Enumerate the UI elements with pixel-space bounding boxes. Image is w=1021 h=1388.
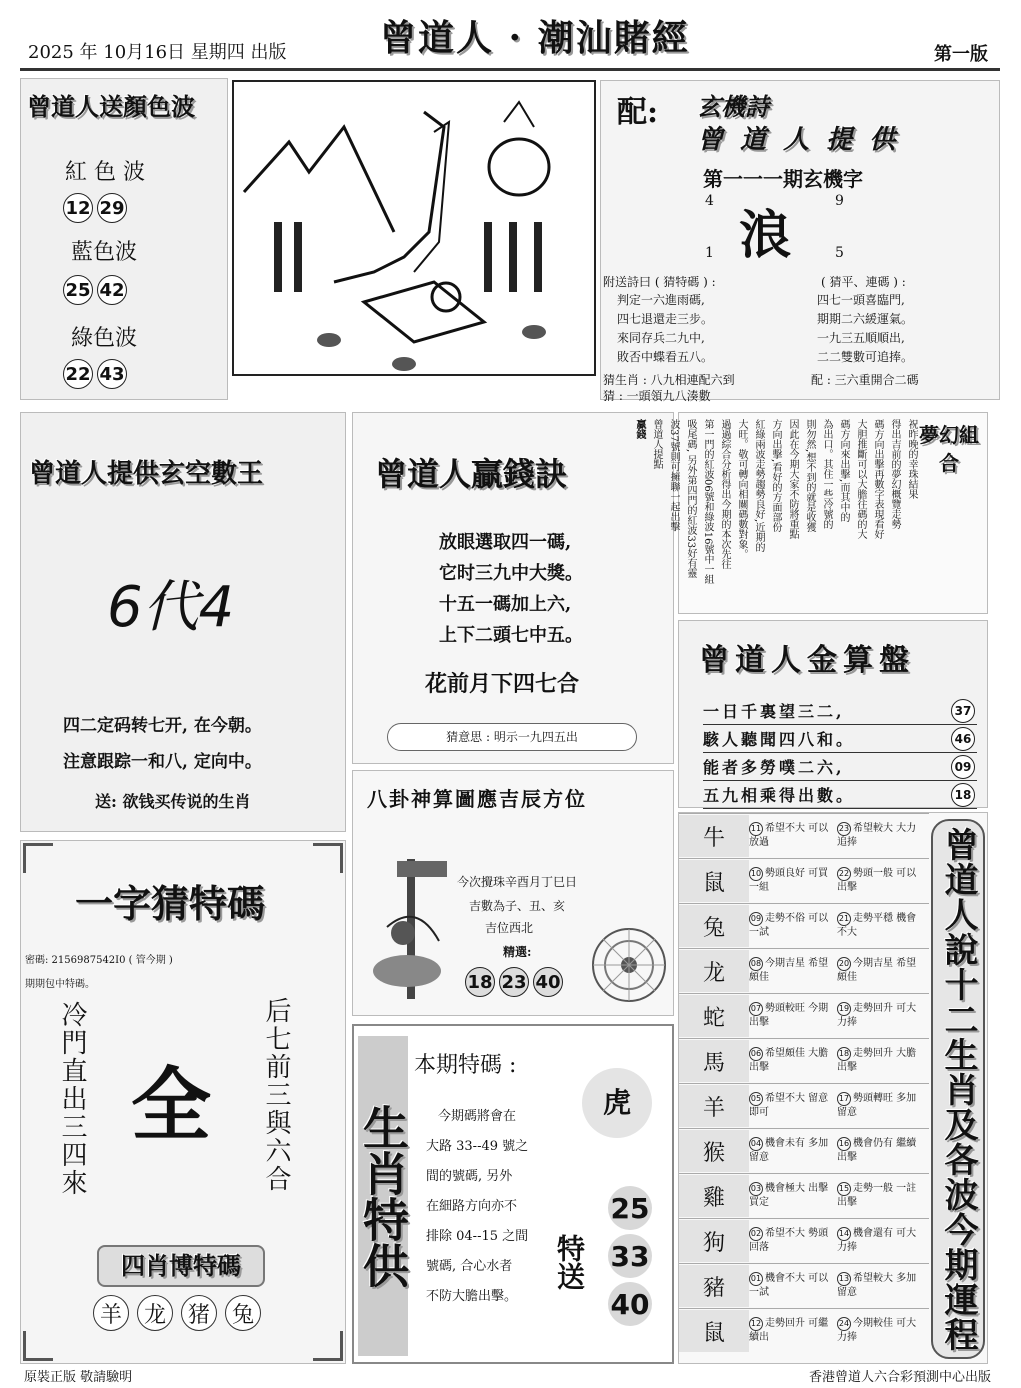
corner-ornament-icon (23, 843, 53, 873)
zodiac-special-ball: 25 (608, 1186, 652, 1230)
zodiac-num: 09 (749, 912, 763, 926)
abacus-row-text: 一日千裏望三二, (703, 702, 845, 721)
zodiac-text-a (749, 1317, 837, 1345)
zodiac-animal: 蛇 (679, 995, 749, 1037)
poem-line: 一九三五順順出, (817, 331, 905, 345)
edition-label: 第一版 (934, 44, 988, 65)
zodiac-special-line: 間的號碼, 另外 (426, 1169, 513, 1184)
void-king-panel (20, 412, 346, 832)
four-zodiac-list (89, 1295, 265, 1331)
archer-figure-icon (367, 851, 457, 1001)
zodiac-animal: 雞 (679, 1175, 749, 1217)
zodiac-row (679, 858, 929, 903)
zodiac-num: 16 (837, 1137, 851, 1151)
bagua-pick-ball: 23 (499, 967, 529, 997)
blue-wave-numbers (61, 275, 129, 305)
zodiac-text-a (749, 1092, 837, 1120)
zodiac-fortune: 走勢回升 可大力捧 (837, 1003, 917, 1028)
abacus-row-number: 37 (951, 699, 975, 723)
header-rule (20, 68, 1000, 71)
zodiac-row (679, 1218, 929, 1263)
zodiac-fortune: 今期吉星 希望頗佳 (749, 958, 829, 983)
zodiac-animal: 牛 (679, 815, 749, 857)
fantasy-column: 因此在今期大家不防將重點 (787, 419, 798, 539)
abacus-panel (678, 620, 988, 808)
green-wave-ball: 43 (97, 359, 127, 389)
win-formula-panel (352, 412, 674, 764)
zodiac-num: 10 (749, 867, 763, 881)
fantasy-combo-columns (634, 419, 919, 609)
zodiac-special-numbers (600, 1182, 660, 1330)
zodiac-num: 05 (749, 1092, 763, 1106)
hint-value: 明示一九四五出 (493, 730, 578, 744)
zodiac-text-a (749, 822, 837, 850)
zodiac-special-line: 在細路方向亦不 (426, 1199, 518, 1214)
zodiac-fortune: 勢頭良好 可買一組 (749, 868, 829, 893)
zodiac-animal: 鼠 (679, 860, 749, 902)
poem-guess-head: 猜 : 一頭領九八湊數 (603, 389, 711, 403)
zodiac-row (679, 993, 929, 1038)
zodiac-special-panel (352, 1024, 674, 1364)
win-formula-lines (439, 527, 583, 651)
zodiac-row (679, 813, 929, 858)
zodiac-text-b (837, 1272, 925, 1300)
green-wave-ball: 22 (63, 359, 93, 389)
void-king-line1: 四二定码转七开, 在今朝。 (63, 716, 262, 736)
fantasy-column: 方向出擊,看好的方面部份 (770, 419, 781, 533)
zodiac-animal: 馬 (679, 1040, 749, 1082)
poem-line: 四七退還走三步。 (617, 312, 714, 326)
four-zodiac-item: 猪 (181, 1295, 217, 1331)
hint-label: 猜意思 : (446, 730, 490, 744)
zodiac-animal: 猴 (679, 1130, 749, 1172)
zodiac-fortune: 走勢平穩 機會不大 (837, 913, 917, 938)
fantasy-column: 碼方向出擊再數字表現看好 (872, 419, 883, 539)
zodiac-num: 17 (837, 1092, 851, 1106)
win-formula-line: 上下二頭七中五。 (439, 625, 583, 646)
fantasy-column: 得出吉前的夢幻概覽走勢 (889, 419, 900, 529)
zodiac-text-b (837, 912, 925, 940)
corner-ornament-icon (313, 1331, 343, 1361)
zodiac-fortune: 走勢不俗 可以一試 (749, 913, 829, 938)
poem-line: 期期二六緩運氣。 (817, 312, 914, 326)
zodiac-num: 14 (837, 1227, 851, 1241)
bagua-line1: 今次攪珠辛酉月丁巳日 (457, 875, 578, 889)
zodiac-text-a (749, 912, 837, 940)
header (20, 8, 1000, 64)
zodiac-fortune: 走勢回升 可繼續出 (749, 1318, 829, 1343)
blue-wave-ball: 42 (97, 275, 127, 305)
bagua-picks (463, 967, 565, 997)
zodiac-animal: 豬 (679, 1265, 749, 1307)
abacus-row (703, 697, 977, 725)
bagua-title: 八卦神算圖應吉辰方位 (367, 787, 587, 811)
zodiac-animal: 羊 (679, 1085, 749, 1127)
zodiac-text-a (749, 1137, 837, 1165)
zodiac-special-animal: 虎 (582, 1068, 652, 1138)
zodiac-text-a (749, 1272, 837, 1300)
zodiac-num: 02 (749, 1227, 763, 1241)
one-char-left-vertical: 冷門直出三四來 (57, 1001, 87, 1197)
one-char-big: 全 (131, 1058, 211, 1152)
color-wave-panel (20, 78, 228, 400)
bagua-compass-icon (589, 925, 669, 1005)
twelve-zodiac-vertical-title: 曾道人說十二生肖及各波今期運程 (931, 819, 985, 1359)
zodiac-fortune: 今期吉星 希望頗佳 (837, 958, 917, 983)
zodiac-special-ball: 33 (608, 1234, 652, 1278)
zodiac-animal: 龙 (679, 950, 749, 992)
poem-line: 四七一頭喜臨門, (817, 293, 905, 307)
poem-right-lines (817, 291, 913, 367)
sketch-drawing-icon (234, 82, 594, 374)
zodiac-fortune: 走勢回升 大膽出擊 (837, 1048, 917, 1073)
poem-line: 判定一六進雨碼, (617, 293, 705, 307)
fantasy-column: 大胆推斷可以大膽往碼的大 (855, 419, 866, 539)
green-wave-numbers (61, 359, 129, 389)
abacus-row-text: 能者多勞噗二六, (703, 758, 845, 777)
zodiac-num: 07 (749, 1002, 763, 1016)
abacus-rows (703, 697, 977, 809)
poem-num-tl: 4 (705, 193, 714, 209)
win-formula-line: 放眼選取四一碼, (439, 532, 572, 553)
zodiac-text-b (837, 822, 925, 850)
poem-provider: 曾 道 人 提 供 (697, 125, 900, 155)
fantasy-column: 第一門的紅波06號和綠波16號中一組 (702, 419, 713, 585)
win-formula-sub: 花前月下四七合 (425, 671, 580, 697)
zodiac-text-a (749, 1002, 837, 1030)
zodiac-text-a (749, 1227, 837, 1255)
zodiac-animal: 狗 (679, 1220, 749, 1262)
zodiac-fortune: 希望不大 可以放過 (749, 823, 829, 848)
footer-right: 香港曾道人六合彩預測中心出版 (808, 1370, 991, 1385)
zodiac-fortune: 希望較大 大力追捧 (837, 823, 917, 848)
abacus-row-number: 46 (951, 727, 975, 751)
poem-guess-zodiac: 猜生肖 : 八九相連配六到 (603, 373, 735, 387)
poem-title: 玄機詩 (697, 92, 769, 121)
zodiac-num: 12 (749, 1317, 763, 1331)
zodiac-fortune: 勢頭較旺 今期出擊 (749, 1003, 829, 1028)
corner-ornament-icon (23, 1331, 53, 1361)
zodiac-num: 04 (749, 1137, 763, 1151)
fantasy-column: 為出口。其住一些冷號的 (821, 419, 832, 529)
zodiac-fortune: 希望不大 勢頭回落 (749, 1228, 829, 1253)
fantasy-column: 則勿然,想不到的就是收獲 (804, 419, 815, 533)
zodiac-num: 06 (749, 1047, 763, 1061)
zodiac-row (679, 1083, 929, 1128)
one-char-note2: 期期包中特碼。 (25, 979, 95, 990)
zodiac-special-line: 排除 04--15 之間 (426, 1229, 529, 1244)
zodiac-text-b (837, 1047, 925, 1075)
footer-left: 原裝正版 敬請驗明 (24, 1370, 133, 1385)
green-wave-label: 綠色波 (71, 326, 138, 351)
zodiac-fortune: 今期較佳 可大力捧 (837, 1318, 917, 1343)
abacus-row-text: 駭人聽聞四八和。 (703, 730, 856, 749)
zodiac-text-b (837, 1002, 925, 1030)
zodiac-special-line: 不防大膽出擊。 (426, 1289, 518, 1304)
zodiac-num: 22 (837, 867, 851, 881)
zodiac-num: 13 (837, 1272, 851, 1286)
zodiac-special-line: 號碼, 合心水者 (426, 1259, 513, 1274)
zodiac-rows (679, 813, 929, 1353)
abacus-row-number: 18 (951, 783, 975, 807)
poem-left-lines (617, 291, 713, 367)
zodiac-text-b (837, 957, 925, 985)
zodiac-text-b (837, 1227, 925, 1255)
void-king-line3: 送: 欲钱买传说的生肖 (95, 792, 251, 811)
zodiac-num: 19 (837, 1002, 851, 1016)
zodiac-row (679, 1128, 929, 1173)
zodiac-num: 21 (837, 912, 851, 926)
poem-num-bl: 1 (705, 245, 714, 261)
zodiac-text-b (837, 867, 925, 895)
zodiac-num: 01 (749, 1272, 763, 1286)
zodiac-text-a (749, 957, 837, 985)
poem-guess-extra: 配 : 三六重開合二碼 (811, 373, 919, 387)
abacus-row-text: 五九相乘得出數。 (703, 786, 856, 805)
zodiac-special-send-label: 特送 (553, 1234, 586, 1290)
poem-left-head: 附送詩曰 ( 猜特碼 ) : (603, 275, 716, 289)
zodiac-num: 20 (837, 957, 851, 971)
zodiac-row (679, 1263, 929, 1308)
red-wave-numbers (61, 193, 129, 223)
red-wave-label: 紅 色 波 (65, 160, 145, 185)
abacus-row (703, 753, 977, 781)
zodiac-num: 03 (749, 1182, 763, 1196)
zodiac-fortune: 走勢一般 一註出擊 (837, 1183, 917, 1208)
zodiac-text-b (837, 1137, 925, 1165)
win-formula-hint-box (387, 723, 637, 751)
color-wave-title: 曾道人送顏色波 (27, 92, 195, 121)
fantasy-combo-panel (634, 412, 988, 614)
zodiac-num: 08 (749, 957, 763, 971)
zodiac-row (679, 903, 929, 948)
four-zodiac-item: 羊 (93, 1295, 129, 1331)
zodiac-row (679, 948, 929, 993)
poem-line: 二二雙數可追捧。 (817, 350, 914, 364)
bagua-line2: 吉數為子、丑、亥 (469, 899, 566, 913)
zodiac-special-title: 本期特碼 : (414, 1053, 517, 1078)
zodiac-row (679, 1173, 929, 1218)
zodiac-special-ball: 40 (608, 1282, 652, 1326)
fantasy-footer: 贏錢 (634, 419, 645, 439)
poem-num-br: 5 (835, 245, 844, 261)
bagua-pick-ball: 18 (465, 967, 495, 997)
zodiac-text-b (837, 1182, 925, 1210)
fantasy-column: 碼方向來出擊,而其中的 (838, 419, 849, 523)
poem-line: 敗否中蝶看五八。 (617, 350, 714, 364)
poem-right-head: ( 猜平、連碼 ) : (821, 275, 906, 289)
poem-issue: 第一一一期玄機字 (703, 167, 863, 191)
four-zodiac-title: 四肖博特碼 (97, 1245, 265, 1287)
poem-char: 浪 (739, 205, 792, 266)
zodiac-text-a (749, 1182, 837, 1210)
one-char-panel (20, 840, 346, 1364)
corner-ornament-icon (313, 843, 343, 873)
zodiac-text-a (749, 1047, 837, 1075)
zodiac-num: 18 (837, 1047, 851, 1061)
zodiac-fortune: 機會不大 可以一試 (749, 1273, 829, 1298)
zodiac-fortune: 希望不大 留意即可 (749, 1093, 829, 1118)
win-formula-line: 十五一碼加上六, (439, 594, 572, 615)
zodiac-num: 15 (837, 1182, 851, 1196)
win-formula-title: 曾道人贏錢訣 (375, 455, 568, 493)
fantasy-column: 過過綜合分析得出今期的本次先往 (719, 419, 730, 569)
win-formula-line: 它时三九中大獎。 (439, 563, 583, 584)
one-char-title: 一字猜特碼 (75, 881, 266, 926)
void-king-title: 曾道人提供玄空數王 (29, 459, 264, 489)
abacus-row-number: 09 (951, 755, 975, 779)
zodiac-fortune: 機會還有 可大力捧 (837, 1228, 917, 1253)
blue-wave-ball: 25 (63, 275, 93, 305)
fantasy-column: 祝昨晚的幸珠結果 (906, 419, 917, 499)
poem-prefix: 配: (617, 95, 659, 130)
void-king-line2: 注意跟踪一和八, 定向中。 (63, 752, 262, 772)
header-date: 2025 年 10月16日 星期四 出版 (28, 42, 287, 63)
zodiac-fortune: 希望較大 多加留意 (837, 1273, 917, 1298)
masthead: 曾道人 · 潮汕賭經 (380, 17, 690, 59)
fantasy-column: 曾道人提點 (651, 419, 662, 469)
zodiac-row (679, 1308, 929, 1353)
zodiac-row (679, 1038, 929, 1083)
zodiac-text-b (837, 1092, 925, 1120)
fantasy-column: 波37號則可擁聯一起出擊 (668, 419, 679, 532)
poem-num-tr: 9 (835, 193, 844, 209)
red-wave-ball: 12 (63, 193, 93, 223)
abacus-title: 曾道人金算盤 (699, 643, 915, 678)
zodiac-animal: 鼠 (679, 1310, 749, 1352)
one-char-note1: 密碼: 2156987542I0 ( 管今期 ) (25, 955, 173, 966)
one-char-right-vertical: 后七前三與六合 (261, 997, 291, 1193)
four-zodiac-item: 龙 (137, 1295, 173, 1331)
zodiac-animal: 兔 (679, 905, 749, 947)
fantasy-column: 大旺。敬可轉向相關碼數對象。 (736, 419, 747, 559)
bagua-line3: 吉位西北 (485, 921, 534, 935)
twelve-zodiac-panel (678, 812, 988, 1364)
bagua-panel (352, 770, 674, 1016)
fantasy-column: 吸尾碼, 另外第四門的紅波33好有靈 (685, 419, 696, 579)
zodiac-fortune: 勢頭一般 可以出擊 (837, 868, 917, 893)
bagua-pick-ball: 40 (533, 967, 563, 997)
abacus-row (703, 781, 977, 809)
fantasy-combo-title: 夢幻組合 (919, 423, 979, 475)
zodiac-text-a (749, 867, 837, 895)
zodiac-fortune: 機會未有 多加留意 (749, 1138, 829, 1163)
poem-line: 來同存兵二九中, (617, 331, 705, 345)
sketch-illustration (232, 80, 596, 376)
zodiac-num: 24 (837, 1317, 851, 1331)
fantasy-column: 紅綠兩波走勢趨勢良好,近期的 (753, 419, 764, 553)
red-wave-ball: 29 (97, 193, 127, 223)
void-king-handwritten: 6代4 (107, 575, 235, 640)
abacus-row (703, 725, 977, 753)
bagua-pick-label: 精選: (503, 945, 532, 959)
zodiac-fortune: 機會仍有 繼續出擊 (837, 1138, 917, 1163)
zodiac-special-vertical-title: 生肖特供 (358, 1036, 408, 1356)
zodiac-num: 11 (749, 822, 763, 836)
mystery-poem-panel (600, 80, 1000, 403)
zodiac-special-lines (426, 1102, 528, 1312)
zodiac-text-b (837, 1317, 925, 1345)
zodiac-special-line: 今期碼將會在 (438, 1109, 517, 1124)
zodiac-num: 23 (837, 822, 851, 836)
zodiac-special-line: 大路 33--49 號之 (426, 1139, 529, 1154)
zodiac-fortune: 勢頭轉旺 多加留意 (837, 1093, 917, 1118)
blue-wave-label: 藍色波 (71, 240, 138, 265)
zodiac-fortune: 希望頗佳 大膽出擊 (749, 1048, 829, 1073)
four-zodiac-item: 兔 (225, 1295, 261, 1331)
zodiac-fortune: 機會極大 出擊買定 (749, 1183, 829, 1208)
